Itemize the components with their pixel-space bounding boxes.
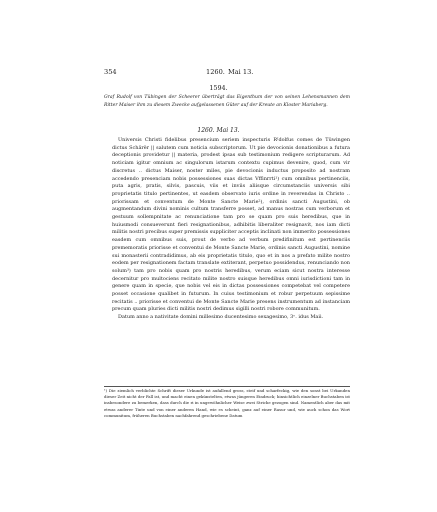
document-summary: Graf Rudolf von Tübingen der Scheerer überträgt das Eigenthum der von seinen Lehensmannen dem Ritter Maiser ihm zu diesem Zwecke aufgelassenen Güter auf der Kreute an Kloster Mariaberg.	[104, 95, 350, 108]
footnote: ¹) Die ziemlich verblichte Schrift dieser Urkunde ist aufallend gross, steif und scharfeckig, wie den sonst bei Urkunden dieser Zeit nicht der Fall ist, und macht einen gekünstelten, etwas jüngeren Eindruck; hinsichtlich einzelner Buchstaben ist insbesondere zu bemerken, dass durch die ri in ungewöhnlicher Weise zwei Striche gezogen sind. Namentlich aber das mit etwas anderer Tinte und von einer anderen Hand, wie es scheint, ganz auf einer Rasur und, wie auch schon das Wort communitum, früheren Buchstaben nachfahrend geschriebene Datum	[104, 388, 350, 418]
document-date: 1260. Mai 13.	[197, 127, 240, 134]
document-body	[112, 137, 350, 322]
header-year: 1260.	[206, 68, 225, 76]
body-paragraph: Universis Christi fidelibus presencium seriem inspecturis Rˀdolfus comes de Tüwingen dictus Schärër || salutem cum noticia subscriptorum. Ut pie devocionis donationibus a futura deceptionis providetur || materia, prodest ipsas sub testimonium redigere scripturarum. Ad noticiam igitur omnium ac singulorum istarum contextu cupimus devenire, quod, cum vir discretus .. dictus Maiser, noster miles, pie devocionis inductus proposito ad nostram accedendo presenciam nobis possessiones suas dictas Vffinrrti¹) cum omnibus pertinenciis, puta agris, pratis, silvis, pascuis, viis et inviis aliisque circumstanciis universis sibi proprietatis titulo pertinentes, ut easdem observato iuris ordine in reverendas in Christo .. priorissam et conventum de Monte Sancte Marie²), ordinis sancti Augustini, ob augmentandum divini nominis cultum transferre posset, ad manus nostras cum verborum et gestuum sollempnitate ac renunciatione tam pro se quam pro suis heredibus, que in huiusmodi consueverunt fieri resignationibus, adhibitis liberaliter resignavit, nos iam dicti militis nostri precibus super premissis suppliciter acceptis inclinati non immerito possessiones easdem cum omnibus suis, prout de verbo ad verbum predifinitum est pertinenciis prememoratis priorisse et conventui de Monte Sancte Marie, ordinis sancti Augustini, nomine sui monasterii contradidimus, ab eis proprietatis titulo, quo et in nos a prefato milite nostro eodem per resignationem factam translate extiterant, perpetuo possidendus, renunciando non solum³) tam pro nobis quam pro nostris heredibus, verum eciam sicut nostra interesse decernitur pro multociens recitato milite nostro suisque heredibus omni iurisdictioni tam in genere quam in specie, que nobis vel eis in dictas possessiones competebat vel competere posset occasione qualibet in futurum. In cuius testimonium et robur perpetuum sepissime recitatis .. priorisse et conventui de Monte Sancte Marie presens instrumentum ad instanciam precum quam pluries dicti militis nostri dedimus sigilli nostri robore communitum.	[112, 137, 350, 313]
page-number: 354	[104, 68, 117, 76]
header-date: Mai 13.	[228, 68, 254, 76]
footnote-divider	[104, 386, 350, 387]
dating-clause: Datum anno a nativitate domini millesimo ducentesimo sexagesimo, 3ᵒ. idus Maii.	[118, 314, 324, 321]
document-number: 1594.	[209, 84, 228, 92]
